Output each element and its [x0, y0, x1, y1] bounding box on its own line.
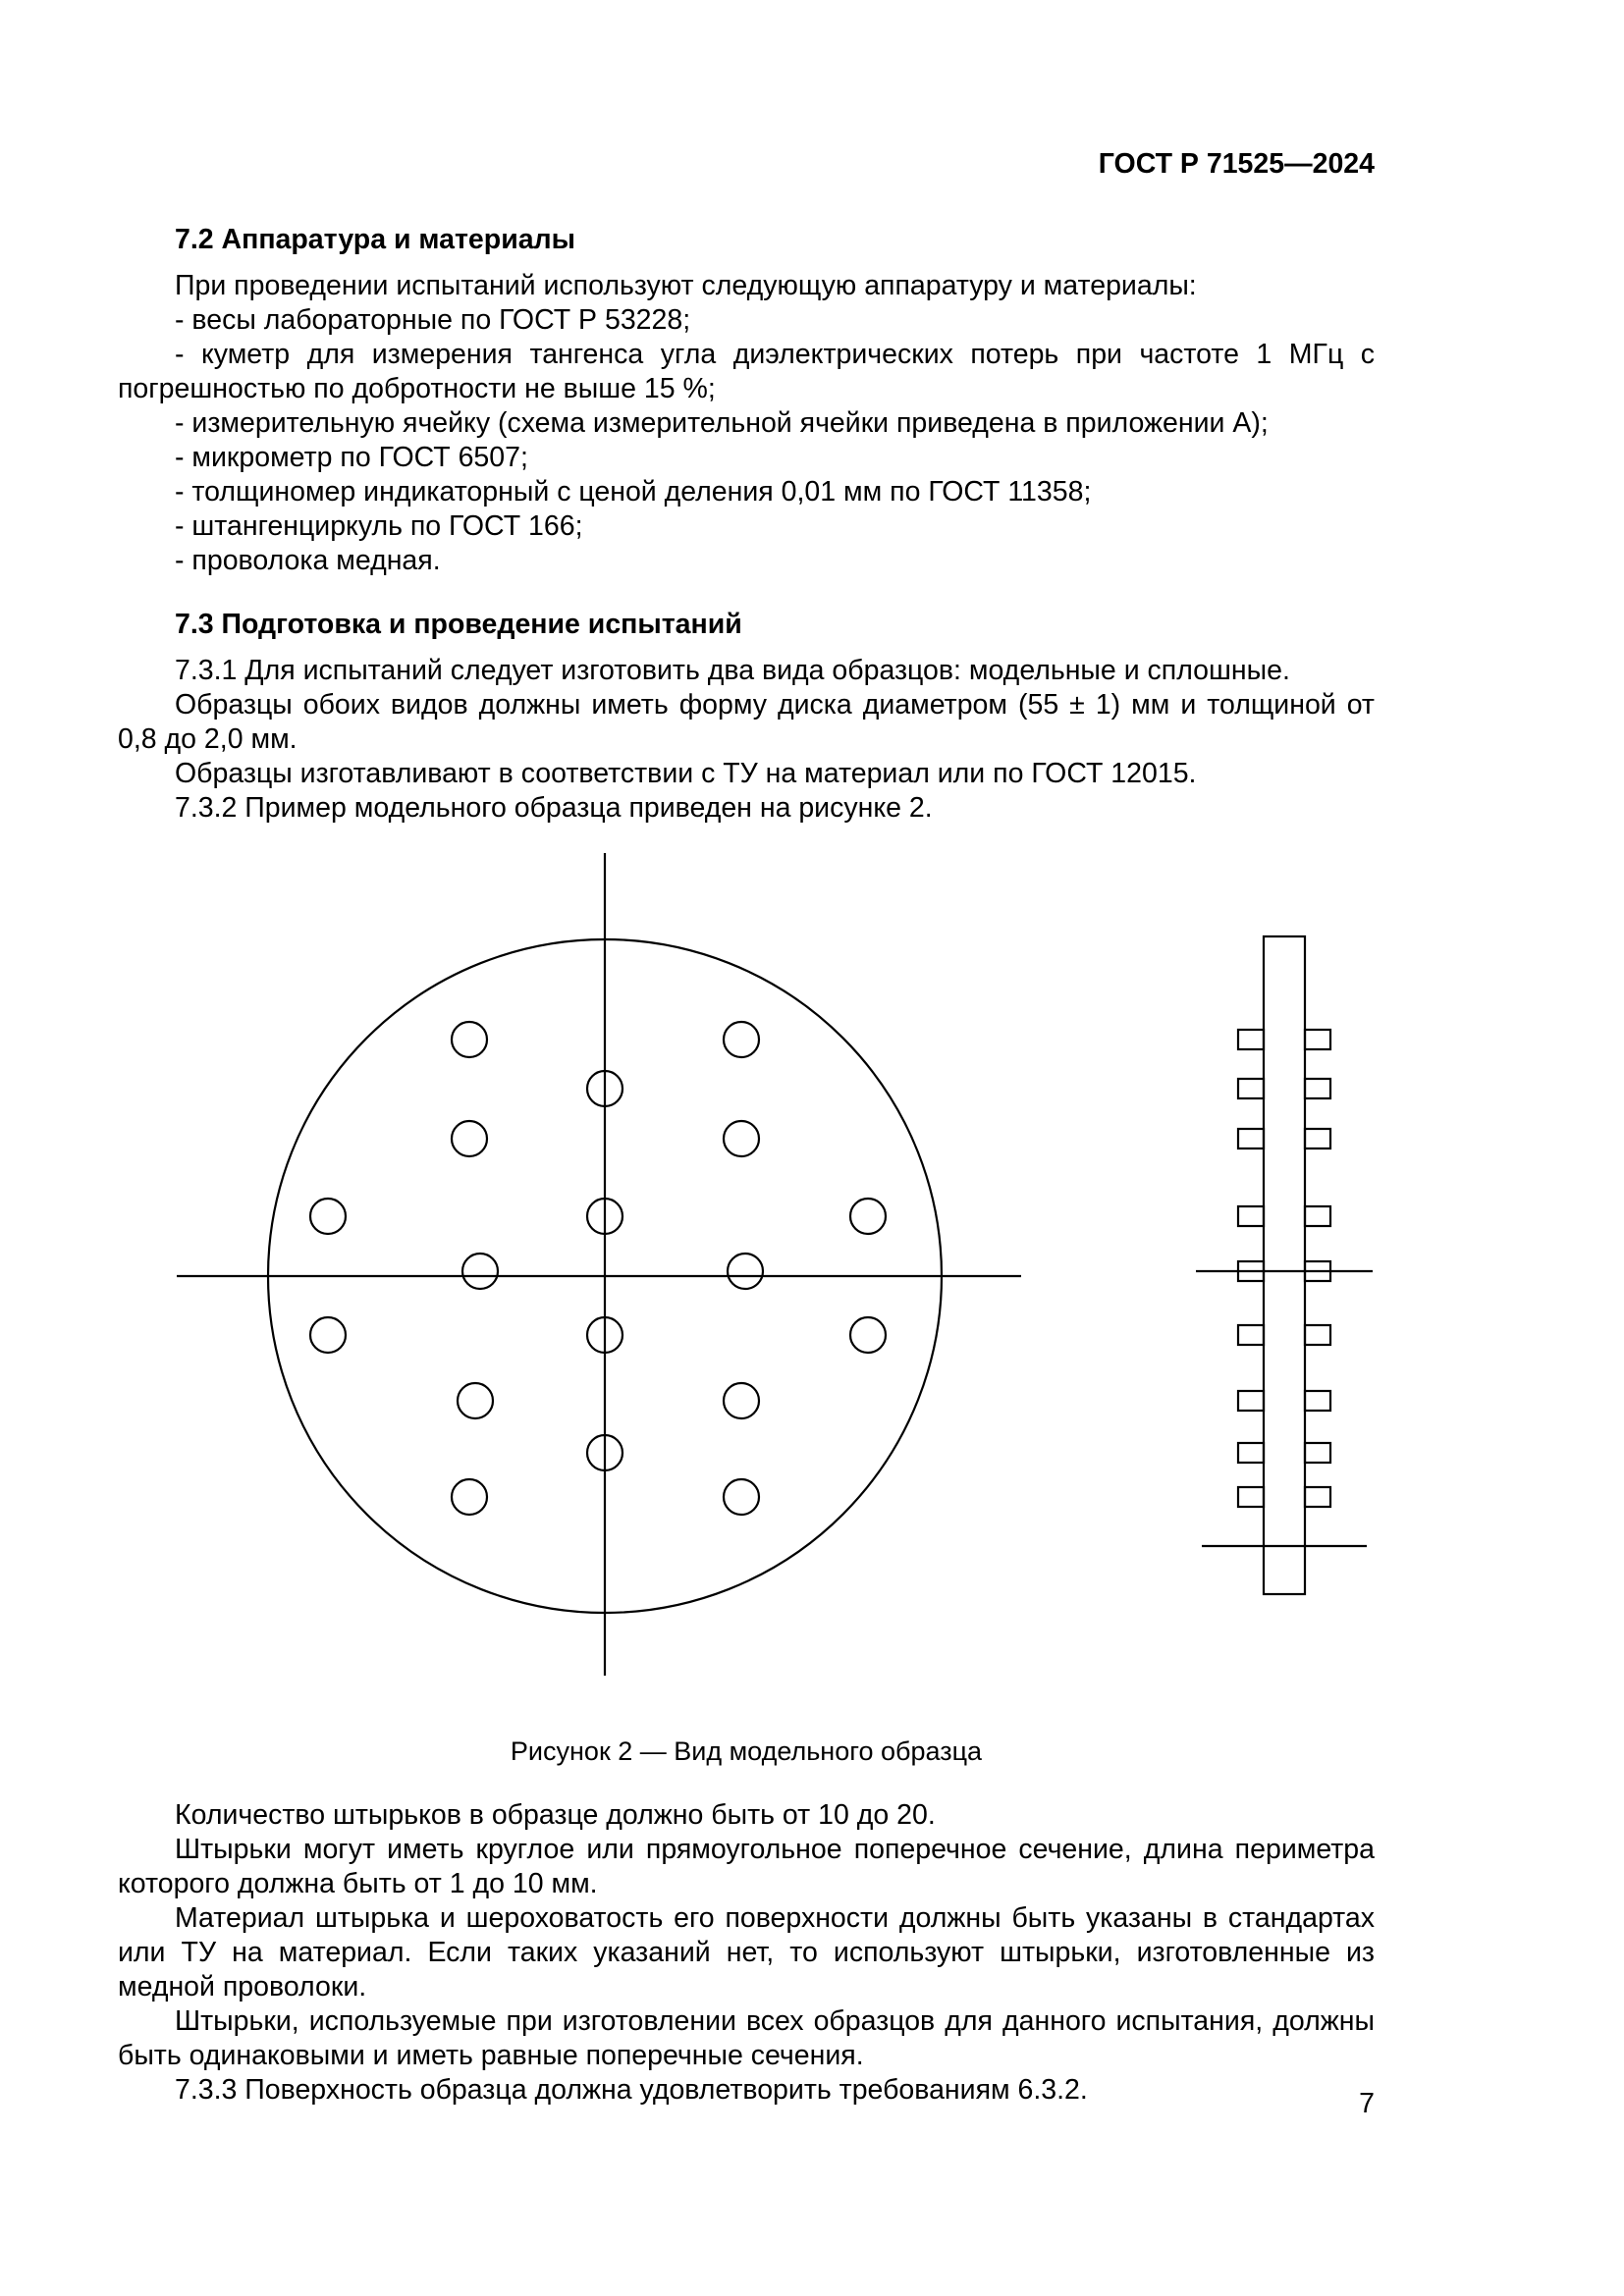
- figure-2: [118, 843, 1375, 1769]
- list-item-thickness-gauge: - толщиномер индикаторный с ценой деления 0,01 мм по ГОСТ 11358;: [175, 476, 1092, 507]
- paragraph-intro: При проведении испытаний используют следующую аппаратуру и материалы:: [175, 270, 1197, 301]
- document-code: ГОСТ Р 71525—2024: [1098, 148, 1375, 180]
- section-7-3-heading: 7.3 Подготовка и проведение испытаний: [175, 609, 742, 640]
- model-sample-drawing: [118, 843, 1375, 1707]
- paragraph-7-3-2: 7.3.2 Пример модельного образца приведен на рисунке 2.: [175, 792, 933, 824]
- list-item-scales: - весы лабораторные по ГОСТ Р 53228;: [175, 304, 691, 336]
- paragraph-disc-shape: Образцы обоих видов должны иметь форму диска диаметром (55 ± 1) мм и толщиной от 0,8 до 2,0 мм.: [118, 689, 1375, 755]
- list-item-micrometer: - микрометр по ГОСТ 6507;: [175, 442, 528, 473]
- list-item-wire: - проволока медная.: [175, 545, 441, 576]
- paragraph-pin-material: Материал штырька и шероховатость его поверхности должны быть указаны в стандартах или ТУ на материал. Если таких указаний нет, то используют штырьки, изготовленные из медной проволоки.: [118, 1902, 1375, 2002]
- figure-2-caption: Рисунок 2 — Вид модельного образца: [510, 1736, 983, 1766]
- paragraph-7-3-1: 7.3.1 Для испытаний следует изготовить два вида образцов: модельные и сплошные.: [175, 655, 1290, 686]
- paragraph-manufacture: Образцы изготавливают в соответствии с ТУ на материал или по ГОСТ 12015.: [175, 758, 1197, 789]
- section-7-2-heading: 7.2 Аппаратура и материалы: [175, 224, 576, 255]
- page-number: 7: [1359, 2088, 1375, 2119]
- list-item-caliper: - штангенциркуль по ГОСТ 166;: [175, 510, 583, 542]
- list-item-cell: - измерительную ячейку (схема измерительной ячейки приведена в приложении А);: [175, 407, 1269, 439]
- list-item-qmeter: - куметр для измерения тангенса угла диэлектрических потерь при частоте 1 МГц с погрешностью по добротности не выше 15 %;: [118, 339, 1375, 404]
- paragraph-pin-count: Количество штырьков в образце должно быть от 10 до 20.: [175, 1799, 936, 1831]
- paragraph-pin-section: Штырьки могут иметь круглое или прямоугольное поперечное сечение, длина периметра которого должна быть от 1 до 10 мм.: [118, 1834, 1375, 1899]
- paragraph-7-3-3: 7.3.3 Поверхность образца должна удовлетворить требованиям 6.3.2.: [175, 2074, 1088, 2106]
- content-area: [118, 147, 1375, 2108]
- paragraph-pin-uniformity: Штырьки, используемые при изготовлении всех образцов для данного испытания, должны быть одинаковыми и иметь равные поперечные сечения.: [118, 2005, 1375, 2071]
